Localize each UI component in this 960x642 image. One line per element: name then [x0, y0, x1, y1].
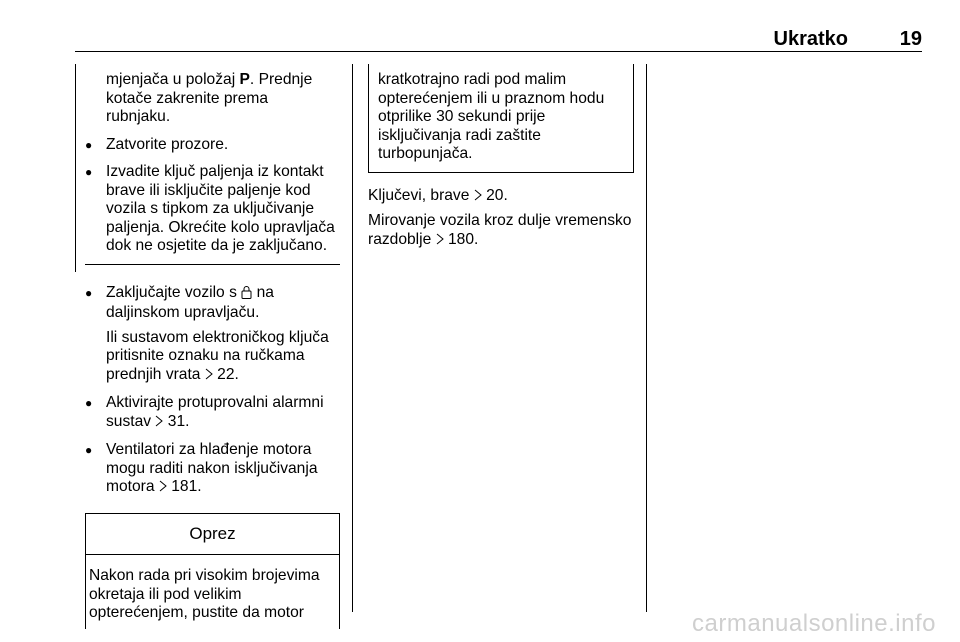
middle-column [368, 64, 634, 250]
ref-vehicle-storage: Mirovanje vozila kroz dulje vremensko razdoblje 180. [368, 212, 634, 250]
bullet-remove-key: ● Izvadite ključ paljenja iz kontakt brave ili isključite paljenje kod vozila s tipkom za uključivanje paljenja. Okrećite kolo upravljača dok ne osjetite da je zaključano. [85, 163, 340, 256]
caution-continued-box [368, 64, 634, 173]
page-ref-link[interactable]: 22. [217, 365, 239, 383]
header-rule [75, 51, 922, 52]
continued-text-content: mjenjača u položaj P. Prednje kotače zakrenite prema rubnjaku. [106, 71, 313, 125]
bullet-alarm: ● Aktivirajte protuprovalni alarmni sustav 31. [85, 394, 340, 432]
watermark: carmanualsonline.info [692, 610, 936, 637]
caution-text: Nakon rada pri visokim brojevima okretaja ili pod velikim opterećenjem, pustite da motor [89, 567, 320, 621]
reference-arrow-icon [474, 188, 482, 207]
page-header-title: Ukratko [773, 28, 848, 50]
page-ref-link[interactable]: 181. [171, 478, 202, 495]
page-ref-link[interactable]: 180. [447, 230, 479, 248]
page-ref-link[interactable]: 31. [167, 412, 190, 430]
reference-arrow-icon [205, 367, 213, 386]
bullet-close-windows: ● Zatvorite prozore. [85, 136, 340, 155]
reference-arrow-icon [436, 232, 444, 251]
column-divider-1 [352, 64, 353, 612]
bullet-fans: ● Ventilatori za hlađenje motora mogu raditi nakon isključivanja motora 181. [85, 441, 340, 498]
bullet-lock-vehicle: ● Zaključajte vozilo s na daljinskom upravljaču. Ili sustavom elektroničkog ključa pritisnite oznaku na ručkama prednjih vrata 22. [85, 284, 340, 386]
reference-arrow-icon [155, 414, 163, 433]
continued-block [85, 71, 340, 265]
reference-arrow-icon [159, 479, 167, 498]
left-column-line [75, 64, 76, 272]
left-column [85, 64, 340, 629]
caution-box [85, 513, 340, 629]
caution-heading: Oprez [86, 514, 339, 556]
page-number: 19 [899, 28, 922, 50]
page-ref-link[interactable]: 20. [486, 186, 508, 204]
continued-text [85, 71, 340, 127]
ref-keys-locks: Ključevi, brave 20. [368, 187, 634, 207]
lock-icon [241, 285, 252, 305]
lock-sub-text: Ili sustavom elektroničkog ključa pritisnite oznaku na ručkama prednjih vrata 22. [106, 329, 340, 386]
column-divider-2 [646, 64, 647, 612]
caution-continued-text: kratkotrajno radi pod malim opterećenjem ili u praznom hodu otprilike 30 sekundi prije isključivanja radi zaštite turbopunjača. [378, 71, 605, 162]
